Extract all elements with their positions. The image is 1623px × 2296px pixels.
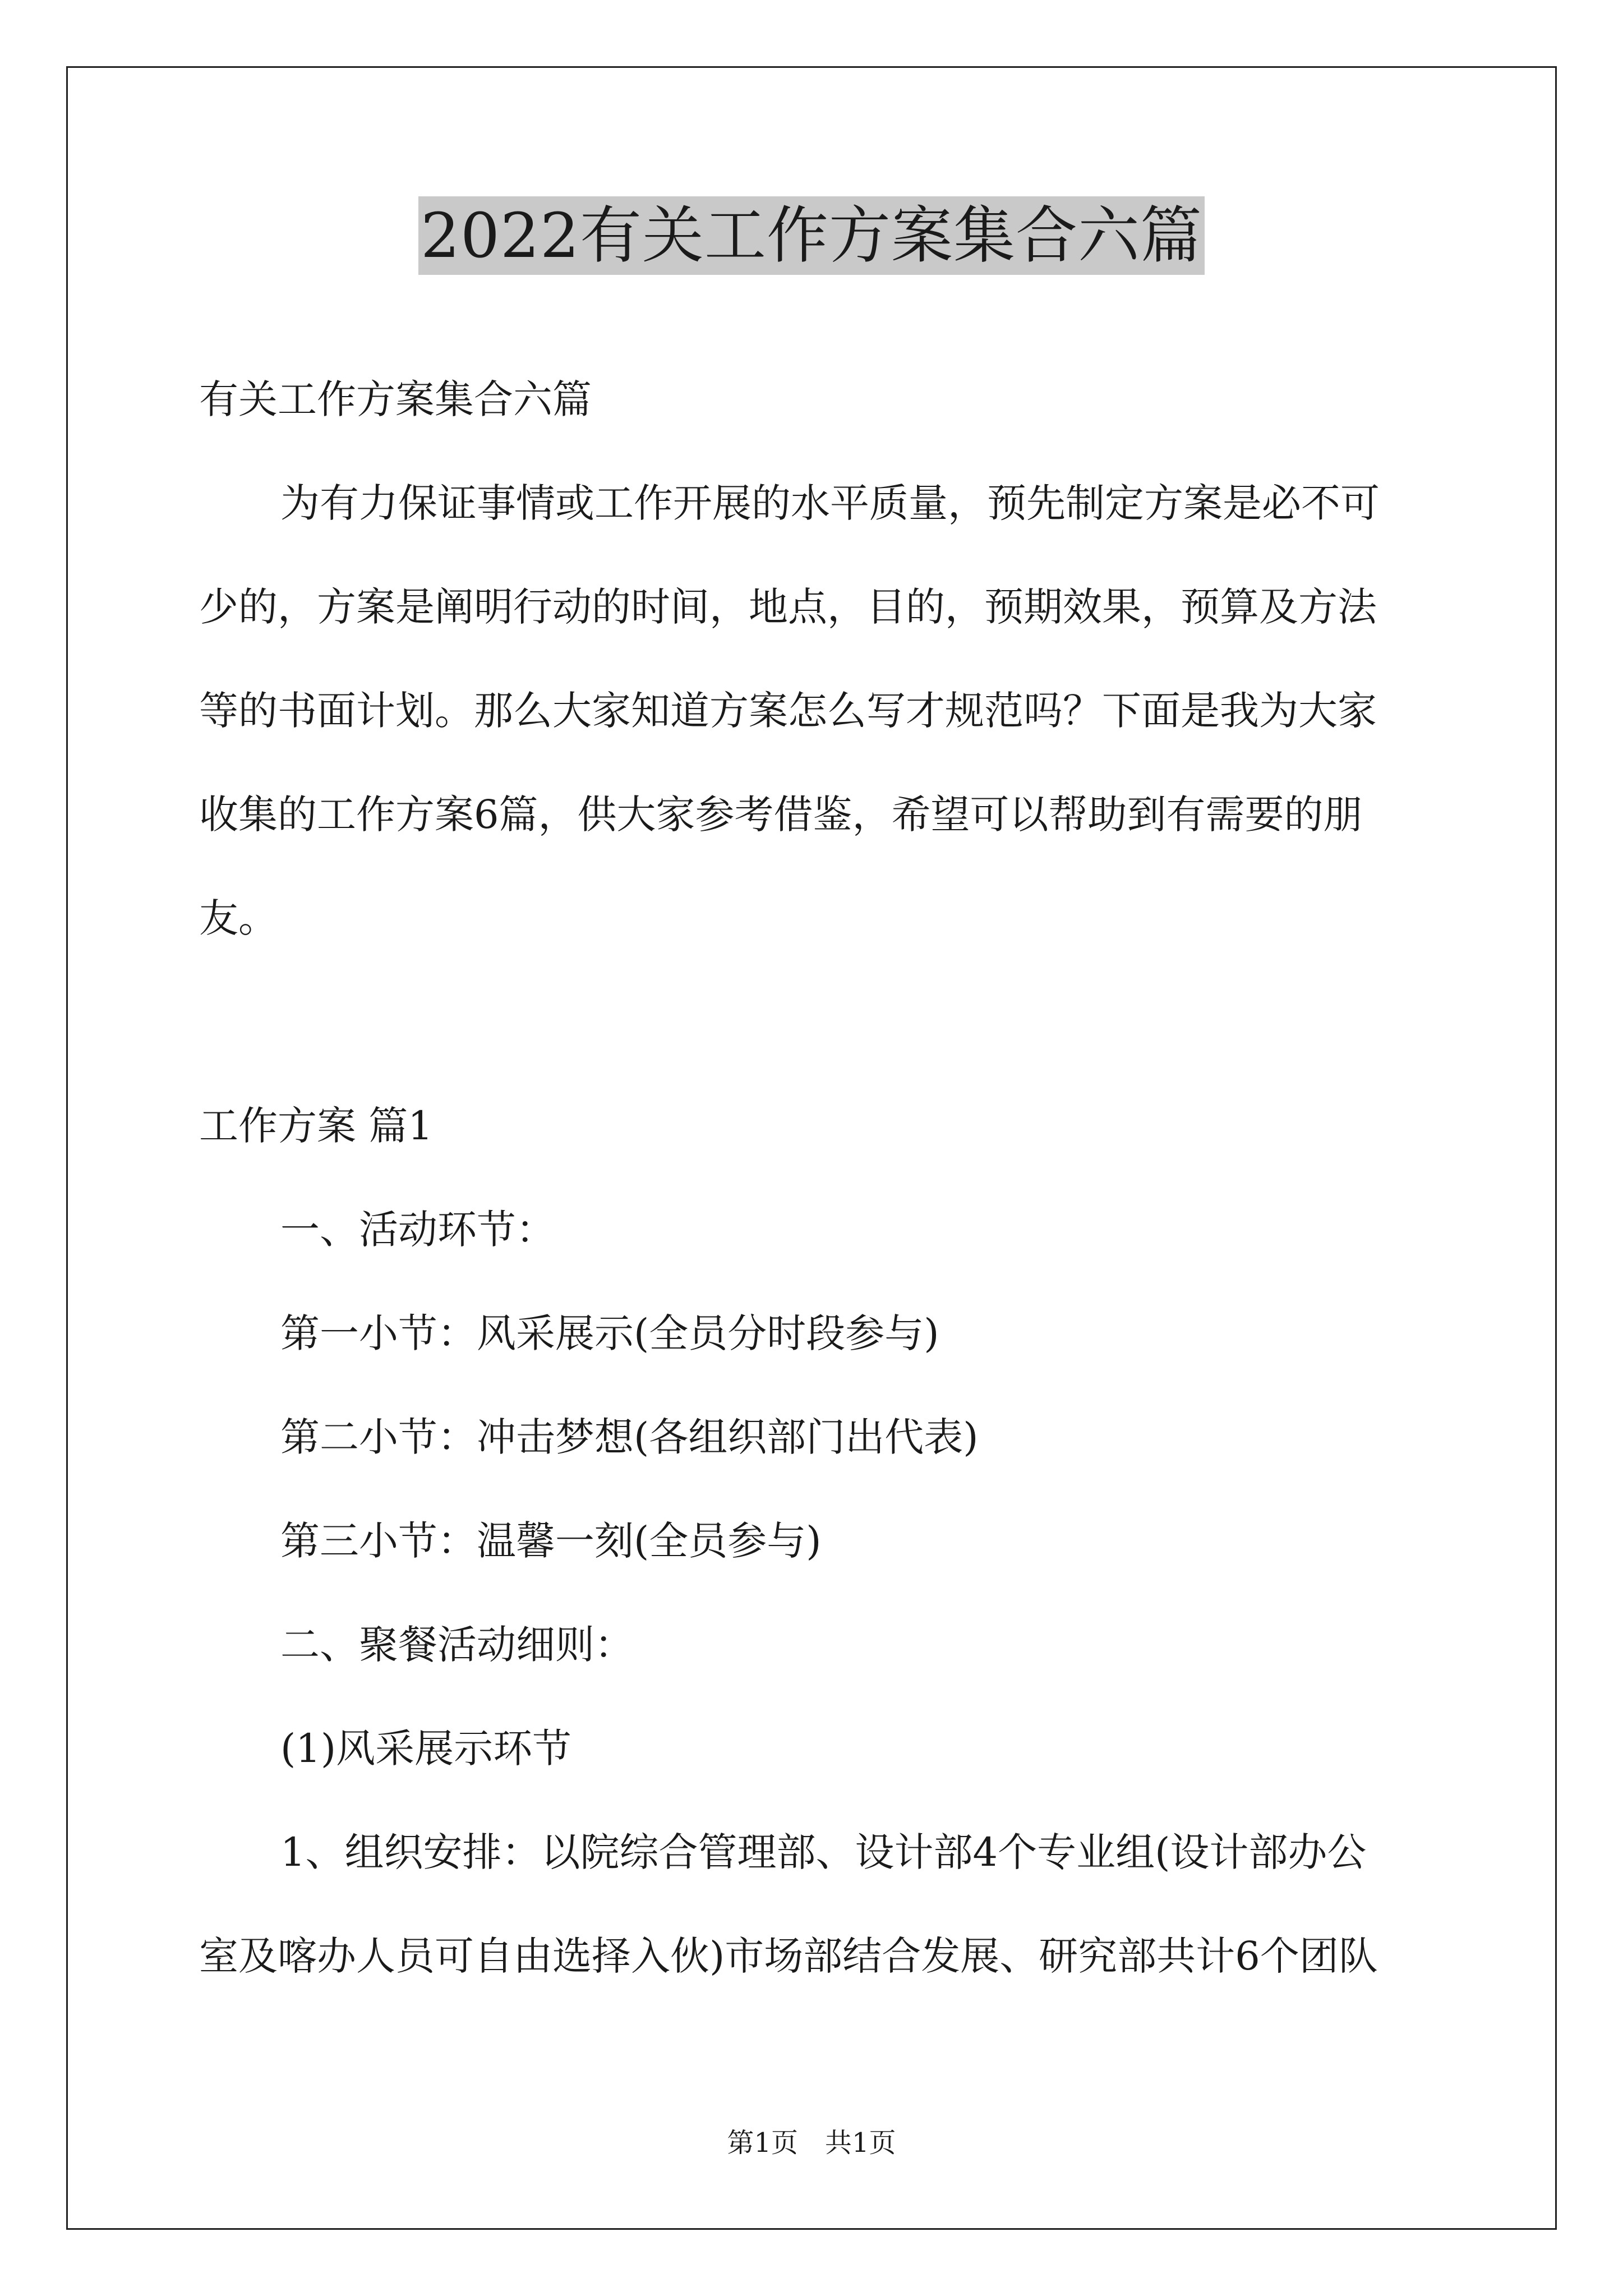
title-container [0, 196, 1623, 275]
section-line: (1)风采展示环节 [280, 1726, 572, 1772]
section-line: 第三小节：温馨一刻(全员参与) [280, 1518, 822, 1564]
intro-line: 收集的工作方案6篇，供大家参考借鉴，希望可以帮助到有需要的朋 [199, 792, 1363, 838]
document-subtitle: 有关工作方案集合六篇 [199, 376, 592, 422]
intro-line: 等的书面计划。那么大家知道方案怎么写才规范吗？下面是我为大家 [199, 688, 1377, 734]
document-title: 2022有关工作方案集合六篇 [418, 196, 1205, 275]
section-line: 一、活动环节： [280, 1207, 555, 1253]
section-line: 第一小节：风采展示(全员分时段参与) [280, 1310, 939, 1356]
paragraph-gap [199, 970, 1427, 1074]
section-line: 1、组织安排：以院综合管理部、设计部4个专业组(设计部办公 [280, 1829, 1367, 1875]
section-heading: 工作方案 篇1 [199, 1103, 433, 1149]
section-line: 二、聚餐活动细则： [280, 1622, 634, 1668]
intro-line: 少的，方案是阐明行动的时间，地点，目的，预期效果，预算及方法 [199, 584, 1377, 630]
page-footer: 第1页 共1页 [727, 2127, 896, 2159]
section-line: 第二小节：冲击梦想(各组织部门出代表) [280, 1414, 979, 1460]
intro-line: 友。 [199, 895, 278, 941]
intro-line: 为有力保证事情或工作开展的水平质量，预先制定方案是必不可 [280, 480, 1380, 526]
section-line-continuation: 室及喀办人员可自由选择入伙)市场部结合发展、研究部共计6个团队 [199, 1933, 1378, 1979]
document-body [199, 348, 1427, 2008]
